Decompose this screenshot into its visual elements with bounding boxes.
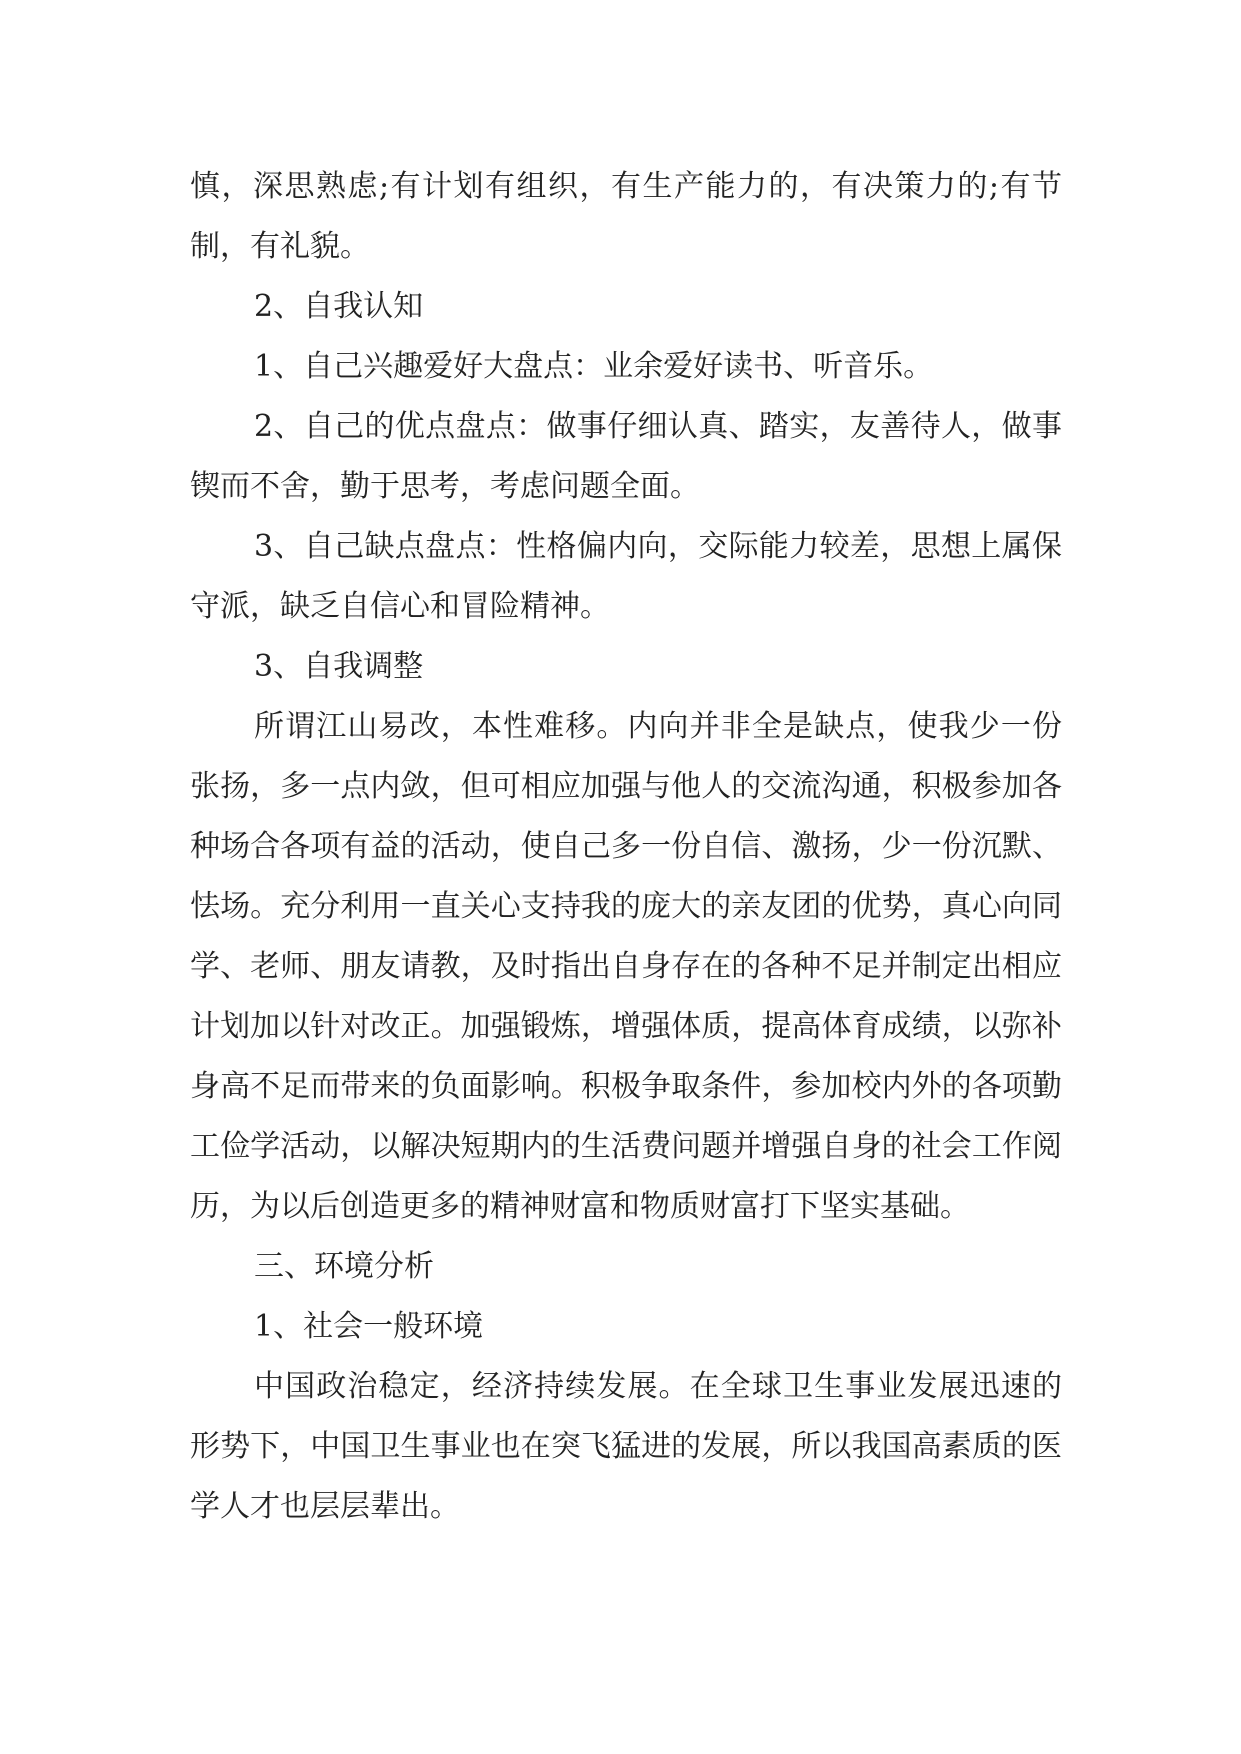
paragraph-social-environment: 中国政治稳定，经济持续发展。在全球卫生事业发展迅速的形势下，中国卫生事业也在突飞猛进的发展，所以我国高素质的医学人才也层层辈出。 <box>190 1369 1062 1524</box>
document-body <box>190 157 1062 1537</box>
paragraph-continued: 慎，深思熟虑;有计划有组织，有生产能力的，有决策力的;有节制，有礼貌。 <box>190 169 1062 264</box>
paragraph-weaknesses: 3、自己缺点盘点：性格偏内向，交际能力较差，思想上属保守派，缺乏自信心和冒险精神。 <box>190 529 1062 624</box>
paragraph-adjustment: 所谓江山易改，本性难移。内向并非全是缺点，使我少一份张扬，多一点内敛，但可相应加强与他人的交流沟通，积极参加各种场合各项有益的活动，使自己多一份自信、激扬，少一份沉默、怯场。充分利用一直关心支持我的庞大的亲友团的优势，真心向同学、老师、朋友请教，及时指出自身存在的各种不足并制定出相应计划加以针对改正。加强锻炼，增强体质，提高体育成绩，以弥补身高不足而带来的负面影响。积极争取条件，参加校内外的各项勤工俭学活动，以解决短期内的生活费问题并增强自身的社会工作阅历，为以后创造更多的精神财富和物质财富打下坚实基础。 <box>190 709 1062 1224</box>
heading-social-environment: 1、社会一般环境 <box>254 1309 484 1344</box>
heading-environment-analysis: 三、环境分析 <box>254 1249 434 1284</box>
heading-self-adjustment: 3、自我调整 <box>254 649 424 684</box>
paragraph-strengths: 2、自己的优点盘点：做事仔细认真、踏实，友善待人，做事锲而不舍，勤于思考，考虑问题全面。 <box>190 409 1062 504</box>
heading-self-cognition: 2、自我认知 <box>254 289 424 324</box>
paragraph-interests: 1、自己兴趣爱好大盘点：业余爱好读书、听音乐。 <box>254 349 934 384</box>
